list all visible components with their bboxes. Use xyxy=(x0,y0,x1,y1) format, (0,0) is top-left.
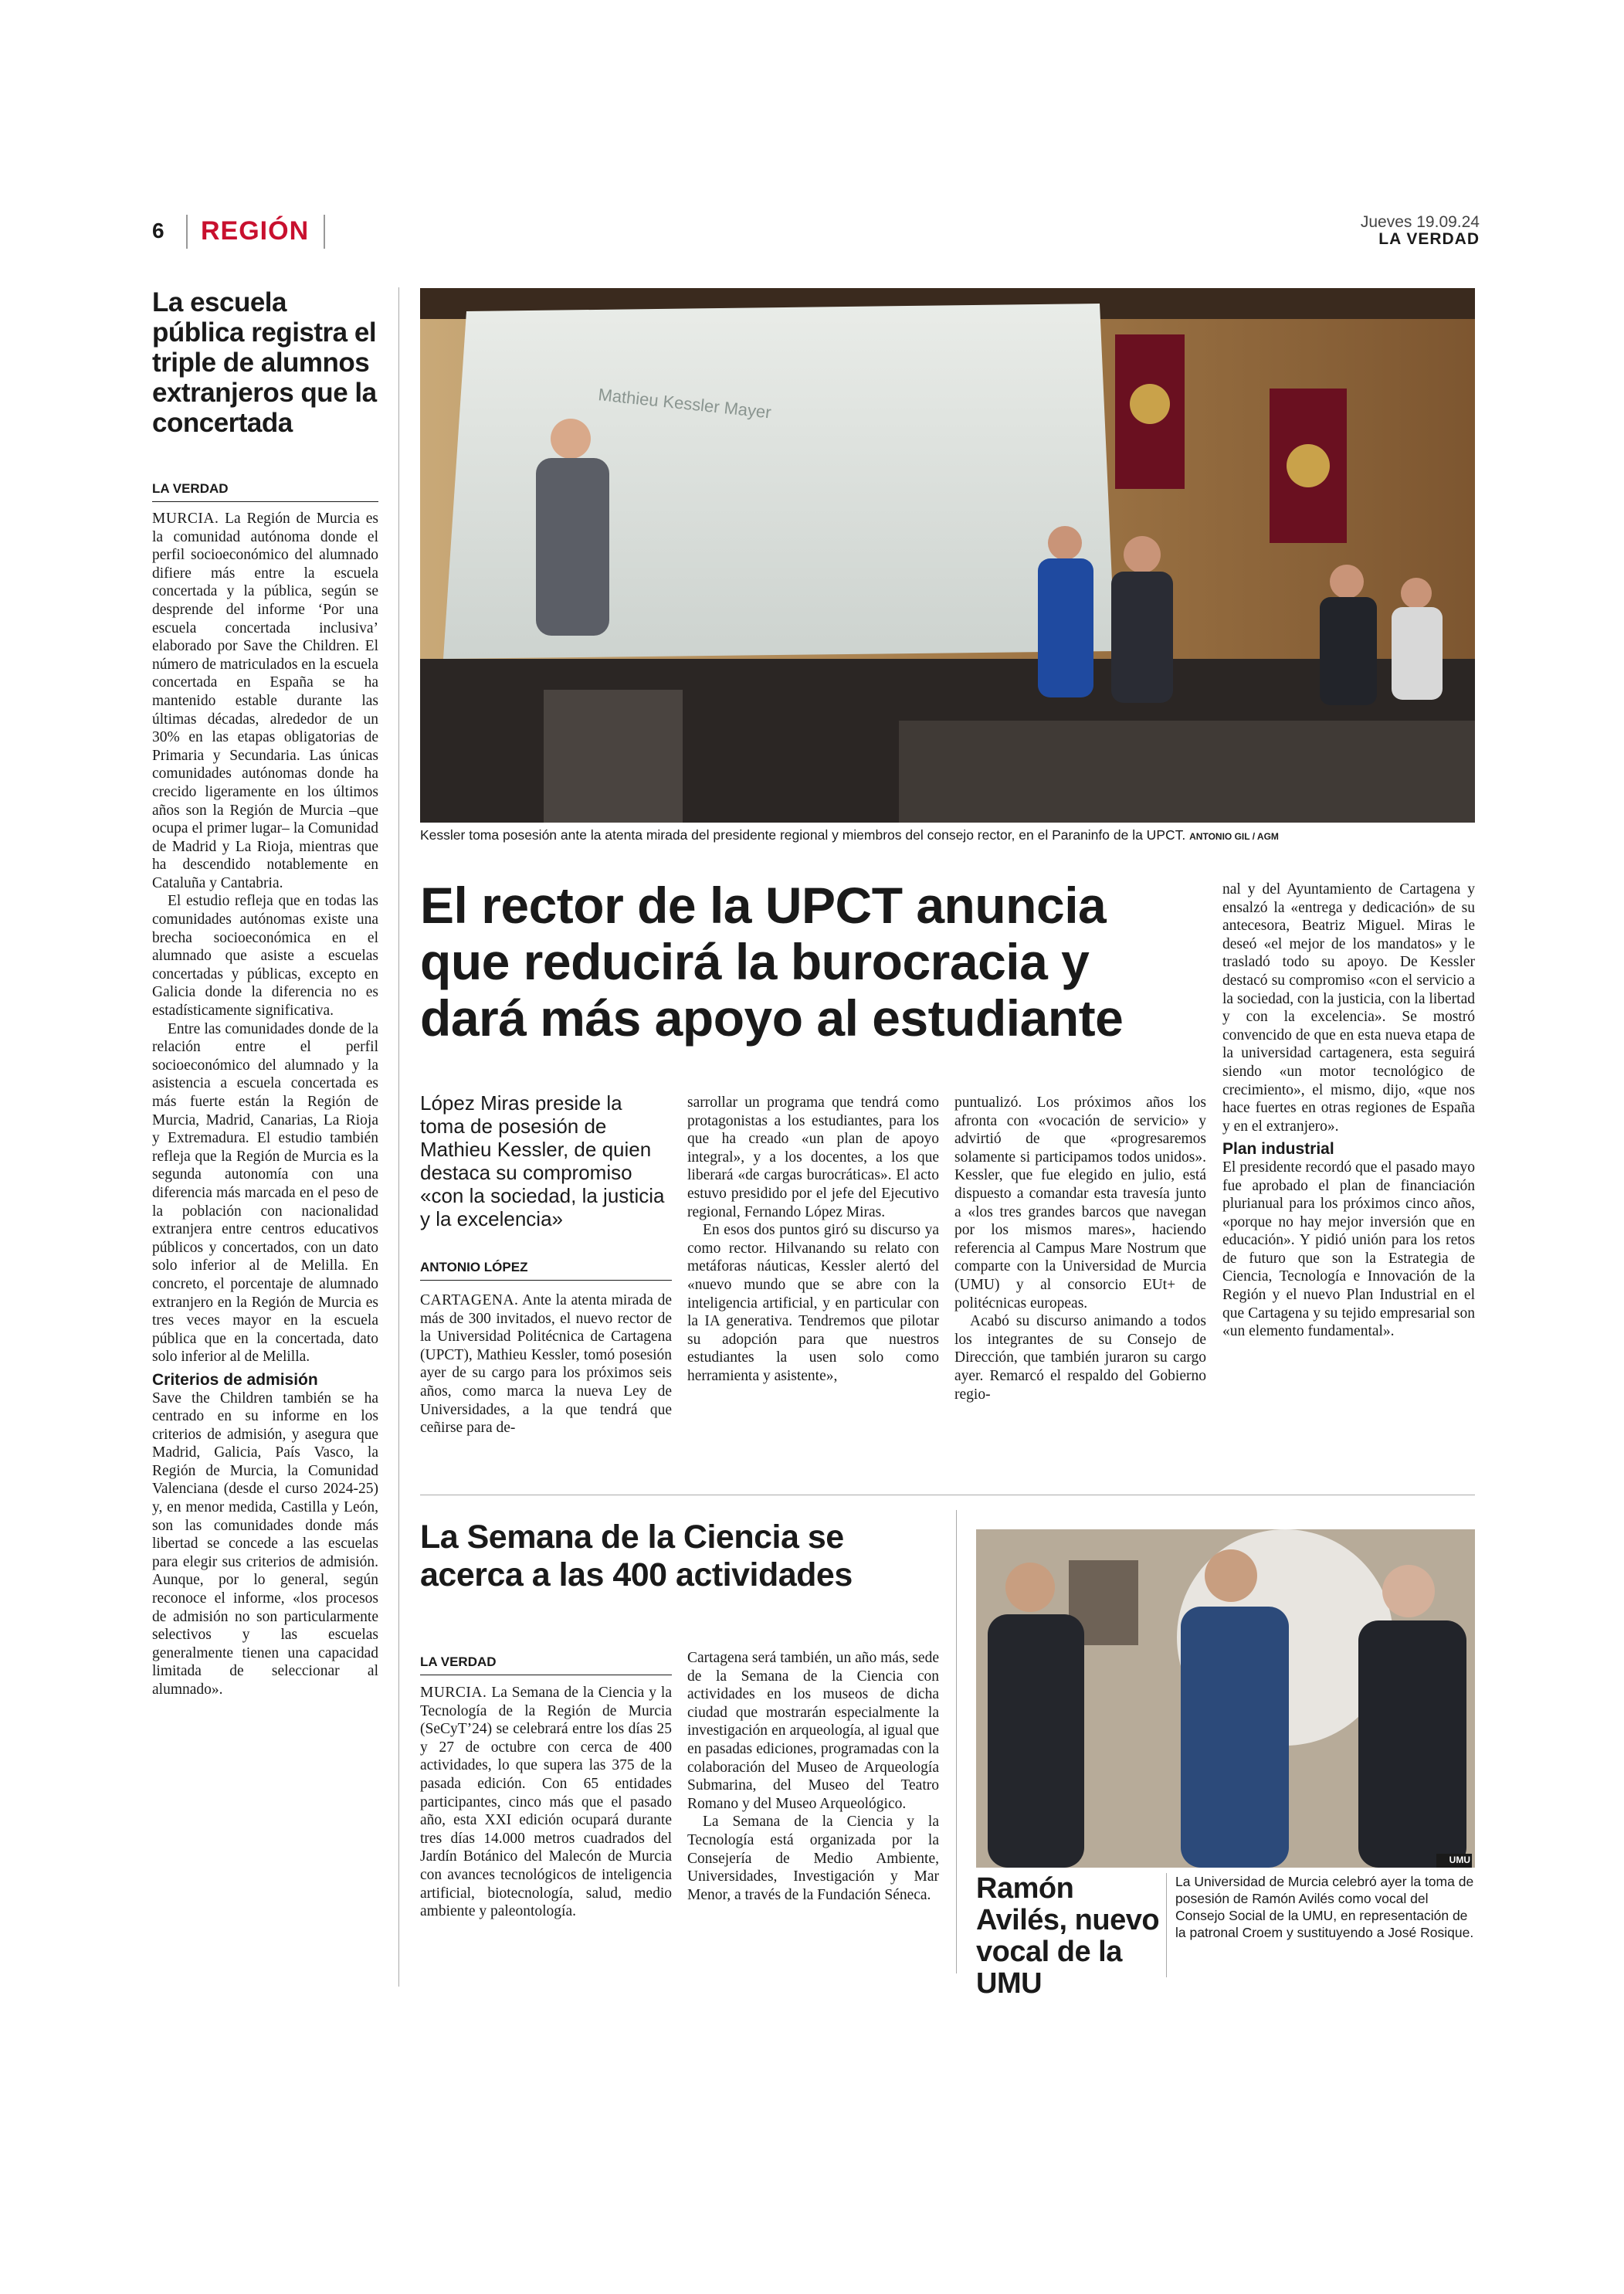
column-rule xyxy=(398,287,399,1987)
side-headline: La escuela pública registra el triple de alumnos extranjeros que la concertada xyxy=(152,287,377,438)
science-dateline: MURCIA. xyxy=(420,1685,487,1701)
main-photo-caption: Kessler toma posesión ante la atenta mirada del presidente regional y miembros del consejo rector, en el Paraninfo de la UPCT. ANTONIO GIL / AGM xyxy=(420,827,1279,843)
column-rule-2 xyxy=(956,1510,957,1973)
award-illustration xyxy=(976,1529,1475,1868)
science-col-2: Cartagena será también, un año más, sede de la Semana de la Ciencia con actividades en los museos de dicha ciudad que mostrarán especialmente la investigación en arqueología, al igual que en pasadas ediciones, programadas con la colaboración del Museo de Arqueología Submarina, del Museo del Teatro Romano y del Museo Arqueológico. La Semana de la Ciencia y la Tecnología está organizada por la Consejería de Medio Ambiente, Universidades, Investigación y Mar Menor, a través de la Fundación Séneca. xyxy=(687,1650,939,1903)
science-headline: La Semana de la Ciencia se acerca a las 400 actividades xyxy=(420,1519,853,1593)
brief-photo-credit: UMU xyxy=(1449,1855,1470,1865)
ceremony-illustration xyxy=(420,288,1475,823)
main-col-1: CARTAGENA. Ante la atenta mirada de más de 300 invitados, el nuevo rector de la Universidad Politécnica de Cartagena (UPCT), Mathieu Kessler, tomó posesión ayer de su cargo para los próximos seis años, como marca la nueva Ley de Universidades, a la que tendrá que ceñirse para de- xyxy=(420,1292,672,1437)
main-photo-credit: ANTONIO GIL / AGM xyxy=(1189,831,1279,842)
header-divider xyxy=(186,215,188,249)
issue-date: Jueves 19.09.24 xyxy=(1360,213,1480,231)
publication-name: LA VERDAD xyxy=(1378,230,1480,248)
main-photo xyxy=(420,288,1475,823)
brief-headline: Ramón Avilés, nuevo vocal de la UMU xyxy=(976,1872,1160,2000)
side-paragraph: Entre las comunidades donde de la relación entre el perfil socioeconómico del alumnado y la asistencia a escuela concertada es más fuerte están la Región de Murcia, Madrid, Canarias, La Rioja y Extremadura. El estudio también refleja que la Región de Murcia es la segunda autonomía con una diferencia más marcada en el peso de la población con nacionalidad extranjera entre centros educativos públicos y concertados, con un dato solo inferior al de Melilla. En concreto, el porcentaje de alumnado extranjero en la Región de Murcia es tres veces mayor en la escuela pública que en la concertada, dato solo inferior al de Melilla. xyxy=(152,1020,378,1366)
science-col-1: MURCIA. La Semana de la Ciencia y la Tecnología de la Región de Murcia (SeCyT’24) se celebrará entre los días 25 y 27 de octubre con cerca de 400 actividades, lo que supera las 375 de la pasada edición. Con 65 entidades participantes, cinco más que el pasado año, esta XXI edición ocupará durante tres días 14.000 metros cuadrados del Jardín Botánico del Malecón de Murcia con avances tecnológicos de inteligencia artificial, biotecnología, salud, medio ambiente y paleontología. xyxy=(420,1685,672,1920)
side-subhead: Criterios de admisión xyxy=(152,1370,318,1389)
side-paragraph: MURCIA. La Región de Murcia es la comunidad autónoma donde el perfil socioeconómico del alumnado difiere más entre la escuela concertada y la pública, según se desprende del informe ‘Por una escuela concertada inclusiva’ elaborado por Save the Children. El número de matriculados en la escuela concertada en España se ha mantenido estable durante las últimas décadas, alrededor de un 30% en las etapas obligatorias de Primaria y Secundaria. Las únicas comunidades autónomas donde ha crecido ligeramente en los últimos años son la Región de Murcia –que ocupa el primer lugar– la Comunidad de Madrid y La Rioja, mientras que ha descendido notablemente en Cataluña y Cantabria. xyxy=(152,511,378,891)
main-col-4: nal y del Ayuntamiento de Cartagena y ensalzó la «entrega y dedicación» de su antecesora, Beatriz Miguel. Miras le deseó «el mejor de los mandatos» y le trasladó todo su apoyo. De Kessler destacó su compromiso «con el servicio a la sociedad, con la justicia, con la libertad y con la excelencia». Se mostró convencido de que en esta nueva etapa de la universidad cartagenera, esta seguirá siendo «un motor tecnológico de crecimiento», el mismo, dijo, «que nos hace fuertes en otras regiones de España y en el extranjero». Plan industrial El presidente recordó que el pasado mayo fue aprobado el plan de financiación plurianual para los próximos cinco años, «porque no hay mejor inversión que en educación». Y pidió unión para los retos de futuro que son la Estrategia de Ciencia, Tecnología e Innovación de la Región y el nuevo Plan Industrial en el que Cartagena y su tejido empresarial son «un elemento fundamental». xyxy=(1222,881,1475,1340)
section-label: REGIÓN xyxy=(201,216,310,246)
brief-photo xyxy=(976,1529,1475,1868)
main-col-3: puntualizó. Los próximos años los afronta con «vocación de servicio» y advirtió de que «progresaremos solamente si participamos todos unidos». Kessler, que fue elegido en julio, está dispuesto a comandar esta travesía junto a «los tres grandes barcos que navegan por los mismos mares», haciendo referencia al Campus Mare Nostrum que comparte con la Universidad de Murcia (UMU) y al consorcio EUt+ de politécnicas europeas. Acabó su discurso animando a todos los integrantes de su Consejo de Dirección, que también juraron su cargo ayer. Remarcó el respaldo del Gobierno regio- xyxy=(954,1094,1206,1403)
main-subhead: Plan industrial xyxy=(1222,1140,1334,1159)
page-number: 6 xyxy=(152,219,164,243)
side-paragraph: Save the Children también se ha centrado en su informe en los criterios de admisión, y asegura que Madrid, Galicia, País Vasco, la Región de Murcia, la Comunidad Valenciana (desde el curso 2024-25) y, en menor medida, Castilla y León, son las comunidades donde más libertad se concede a las escuelas para elegir sus criterios de admisión. Aunque, por lo general, según reconoce el informe, «los procesos de admisión no son particularmente selectivos y las escuelas generalmente tienen una capacidad limitada de seleccionar al alumnado». xyxy=(152,1390,378,1698)
main-dateline: CARTAGENA. xyxy=(420,1292,519,1308)
side-byline: LA VERDAD xyxy=(152,481,378,502)
side-dateline: MURCIA. xyxy=(152,511,219,527)
science-byline: LA VERDAD xyxy=(420,1654,672,1675)
side-article xyxy=(152,287,378,1699)
side-body xyxy=(152,510,378,1699)
brief-text: La Universidad de Murcia celebró ayer la toma de posesión de Ramón Avilés como vocal del Consejo Social de la UMU, en representación de la patronal Croem y sustituyendo a José Rosique. xyxy=(1175,1874,1474,1940)
side-paragraph: El estudio refleja que en todas las comunidades autónomas existe una brecha socioeconómica en el alumnado que asiste a escuelas concertadas y públicas, excepto en Galicia donde la diferencia no es estadísticamente significativa. xyxy=(152,893,378,1020)
slide-name: Mathieu Kessler Mayer xyxy=(597,385,772,422)
main-headline: El rector de la UPCT anuncia que reducirá la burocracia y dará más apoyo al estudiante xyxy=(420,877,1124,1047)
brief-divider xyxy=(1166,1873,1167,1977)
main-col-2: sarrollar un programa que tendrá como protagonistas a los estudiantes, para los que ha creado «un plan de apoyo integral», y a los docentes, a los que liberará «de cargas burocráticas». El acto estuvo presidido por el jefe del Ejecutivo regional, Fernando López Miras. En esos dos puntos giró su discurso ya como rector. Hilvanando su relato con metáforas náuticas, Kessler alertó del «nuevo mundo que se abre con la inteligencia artificial, y en particular con la IA generativa. Tendremos que pilotar su adopción para que nuestros estudiantes la usen solo como herramienta y asistente», xyxy=(687,1094,939,1384)
main-byline: ANTONIO LÓPEZ xyxy=(420,1260,672,1281)
header-divider-2 xyxy=(324,215,325,249)
main-standfirst: López Miras preside la toma de posesión de Mathieu Kessler, de quien destaca su compromiso «con la sociedad, la justicia y la excelencia» xyxy=(420,1091,665,1230)
